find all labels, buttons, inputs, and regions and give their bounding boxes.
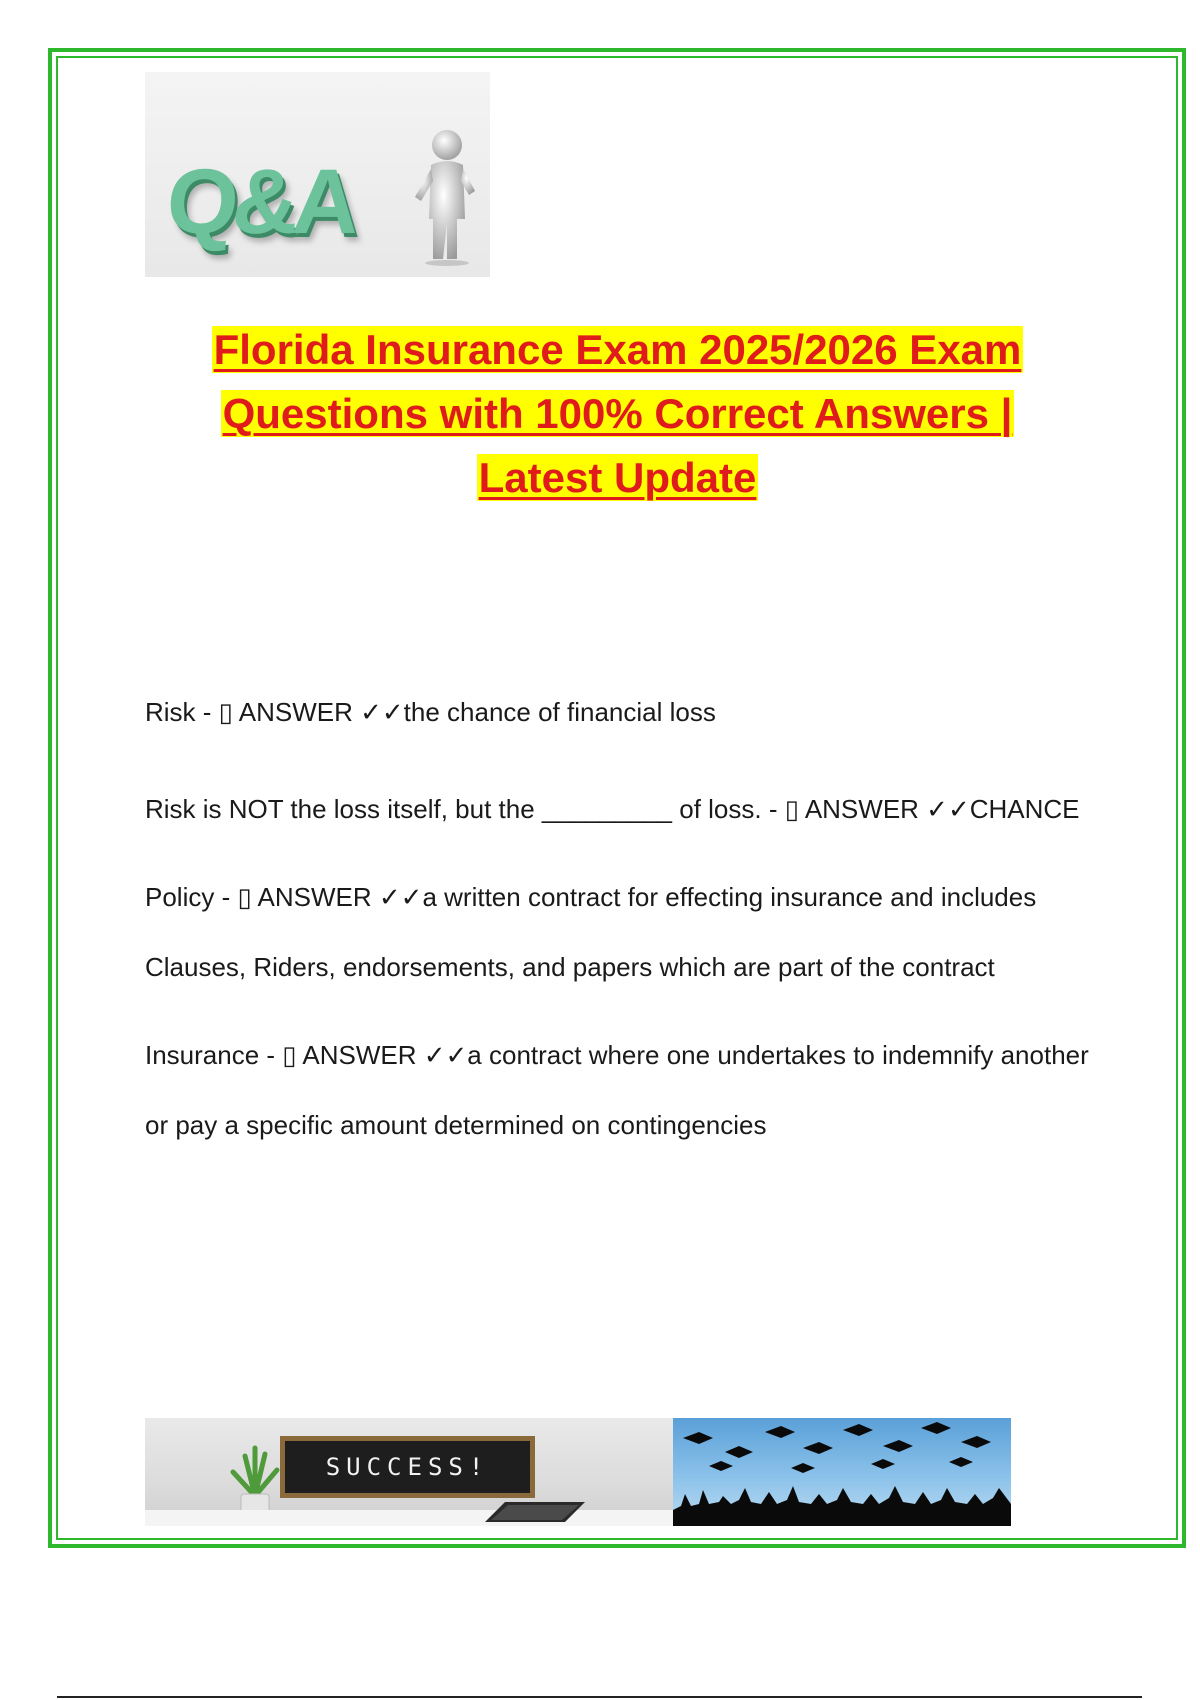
footer-rule — [57, 1696, 1142, 1698]
chalkboard — [280, 1436, 535, 1498]
graduation-silhouette-icon — [673, 1418, 1011, 1526]
qa-item-policy: Policy - ▯ ANSWER ✓✓a written contract for effecting insurance and includes Clauses, Riders, endorsements, and papers which are part of the contract — [145, 882, 1037, 982]
title-line-2: Questions with 100% Correct Answers | — [222, 390, 1013, 437]
graduation-caps-icon — [673, 1418, 1011, 1526]
qa-list — [145, 690, 1105, 1178]
success-text: SUCCESS! — [325, 1453, 490, 1481]
document-title — [100, 318, 1135, 510]
qa-item-insurance: Insurance - ▯ ANSWER ✓✓a contract where one undertakes to indemnify another or pay a specific amount determined on contingencies — [145, 1040, 1089, 1140]
person-figure-icon — [413, 127, 483, 267]
title-line-3: Latest Update — [478, 454, 757, 501]
success-chalkboard-icon — [145, 1418, 673, 1526]
footer-images — [145, 1418, 1011, 1526]
qa-item-risk: Risk - ▯ ANSWER ✓✓the chance of financial loss — [145, 697, 716, 727]
title-line-1: Florida Insurance Exam 2025/2026 Exam — [213, 326, 1022, 373]
qa-logo-text: Q&A — [163, 151, 358, 253]
qa-person-logo-icon — [145, 72, 490, 277]
tablet-icon — [475, 1498, 595, 1526]
qa-item-risk-chance: Risk is NOT the loss itself, but the _________ of loss. - ▯ ANSWER ✓✓CHANCE — [145, 794, 1080, 824]
